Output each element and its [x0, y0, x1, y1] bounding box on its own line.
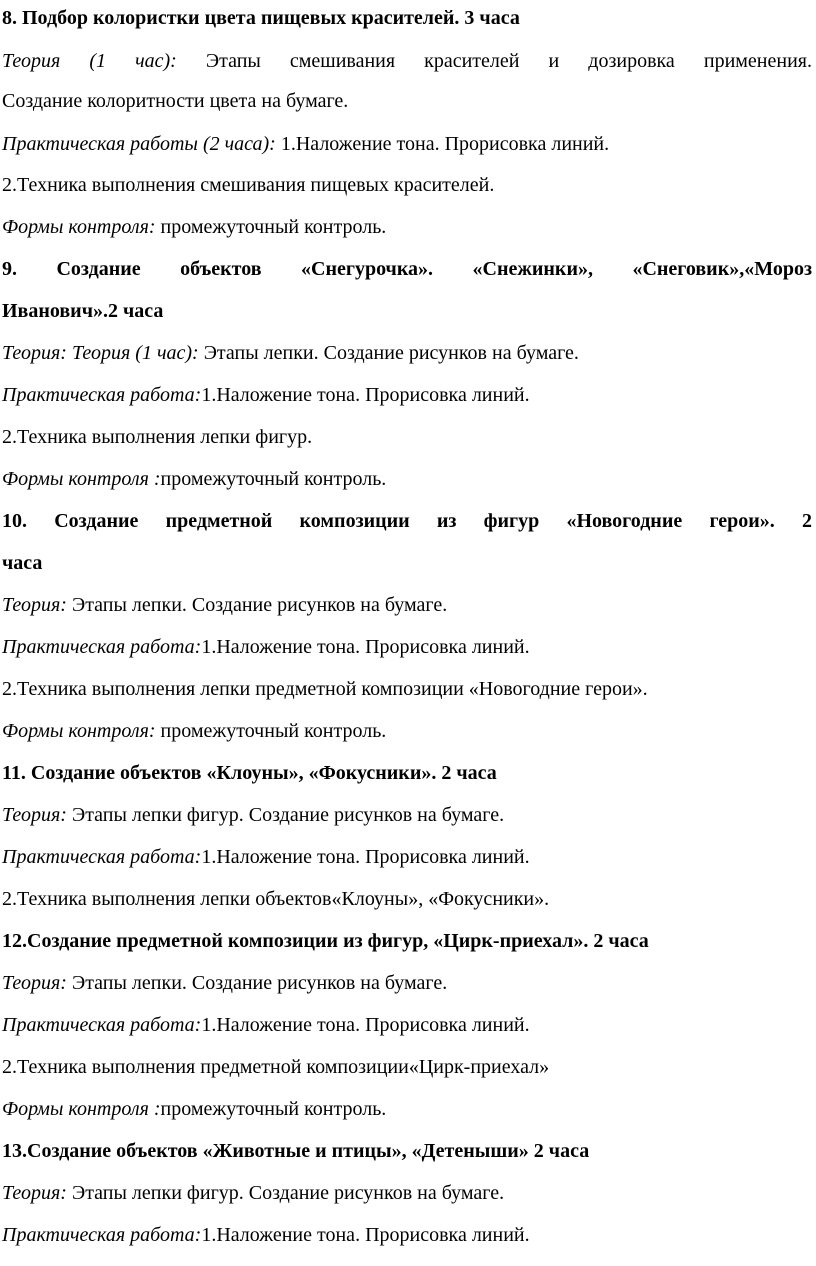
section-11-theory	[2, 800, 504, 830]
section-13-theory	[2, 1178, 504, 1208]
control-text: промежуточный контроль.	[160, 1098, 387, 1120]
section-8-practice	[2, 129, 609, 159]
section-10-title-cont: часа	[2, 552, 43, 574]
section-11-practice	[2, 842, 530, 872]
practice-text: 1.Наложение тона. Прорисовка линий.	[201, 636, 530, 658]
practice-label: Практическая работа:	[2, 636, 202, 658]
section-12-practice	[2, 1010, 530, 1040]
section-12-title: 12.Создание предметной композиции из фигур, «Цирк-приехал». 2 часа	[2, 930, 649, 952]
section-8-control	[2, 212, 386, 242]
practice-text: 1.Наложение тона. Прорисовка линий.	[201, 846, 530, 868]
section-10-practice-cont: 2.Техника выполнения лепки предметной композиции «Новогодние герои».	[2, 678, 648, 700]
theory-text: Этапы смешивания красителей и дозировка применения.	[205, 50, 812, 72]
practice-label: Практическая работа:	[2, 846, 202, 868]
section-12-theory	[2, 968, 447, 998]
theory-text: Этапы лепки фигур. Создание рисунков на бумаге.	[66, 804, 505, 826]
section-10-control	[2, 716, 386, 746]
practice-label: Практическая работа:	[2, 1224, 202, 1246]
section-10-theory	[2, 590, 447, 620]
section-9-theory	[2, 338, 579, 368]
practice-text: 1.Наложение тона. Прорисовка линий.	[201, 1014, 530, 1036]
theory-label: Теория:	[2, 594, 67, 616]
section-9-practice-cont: 2.Техника выполнения лепки фигур.	[2, 426, 313, 448]
section-12-control	[2, 1094, 386, 1124]
control-label: Формы контроля :	[2, 468, 161, 490]
section-13-practice	[2, 1220, 530, 1250]
practice-text: 1.Наложение тона. Прорисовка линий.	[201, 1224, 530, 1246]
control-text: промежуточный контроль.	[155, 216, 387, 238]
section-8-title: 8. Подбор колористки цвета пищевых красителей. 3 часа	[2, 7, 520, 29]
section-9-practice	[2, 380, 530, 410]
practice-label: Практическая работа:	[2, 384, 202, 406]
theory-label: Теория (1 час):	[2, 50, 177, 72]
theory-text: Этапы лепки фигур. Создание рисунков на бумаге.	[66, 1182, 505, 1204]
control-label: Формы контроля :	[2, 1098, 161, 1120]
theory-text: Этапы лепки. Создание рисунков на бумаге.	[198, 342, 579, 364]
theory-label: Теория:	[2, 972, 67, 994]
section-9-title-cont: Иванович».2 часа	[2, 300, 164, 322]
theory-label: Теория:	[2, 804, 67, 826]
theory-text: Этапы лепки. Создание рисунков на бумаге.	[66, 972, 448, 994]
section-8-theory	[2, 46, 812, 76]
control-label: Формы контроля:	[2, 216, 156, 238]
control-text: промежуточный контроль.	[155, 720, 387, 742]
practice-label: Практическая работы (2 часа):	[2, 133, 276, 155]
section-8-theory-cont: Создание колоритности цвета на бумаге.	[2, 90, 349, 112]
theory-label: Теория:	[2, 1182, 67, 1204]
section-12-practice-cont: 2.Техника выполнения предметной композиции«Цирк-приехал»	[2, 1056, 550, 1078]
section-11-title: 11. Создание объектов «Клоуны», «Фокусники». 2 часа	[2, 762, 497, 784]
section-13-title: 13.Создание объектов «Животные и птицы», «Детеныши» 2 часа	[2, 1140, 590, 1162]
section-11-practice-cont: 2.Техника выполнения лепки объектов«Клоуны», «Фокусники».	[2, 888, 550, 910]
theory-text: Этапы лепки. Создание рисунков на бумаге.	[66, 594, 448, 616]
section-10-practice	[2, 632, 530, 662]
theory-label: Теория: Теория (1 час):	[2, 342, 199, 364]
practice-text: 1.Наложение тона. Прорисовка линий.	[201, 384, 530, 406]
control-label: Формы контроля:	[2, 720, 156, 742]
section-10-title: 10. Создание предметной композиции из фигур «Новогодние герои». 2	[2, 510, 812, 532]
section-9-title: 9. Создание объектов «Снегурочка». «Снежинки», «Снеговик»,«Мороз	[2, 258, 812, 280]
section-8-practice-cont: 2.Техника выполнения смешивания пищевых красителей.	[2, 174, 495, 196]
practice-label: Практическая работа:	[2, 1014, 202, 1036]
section-9-control	[2, 464, 386, 494]
practice-text: 1.Наложение тона. Прорисовка линий.	[275, 133, 610, 155]
control-text: промежуточный контроль.	[160, 468, 387, 490]
